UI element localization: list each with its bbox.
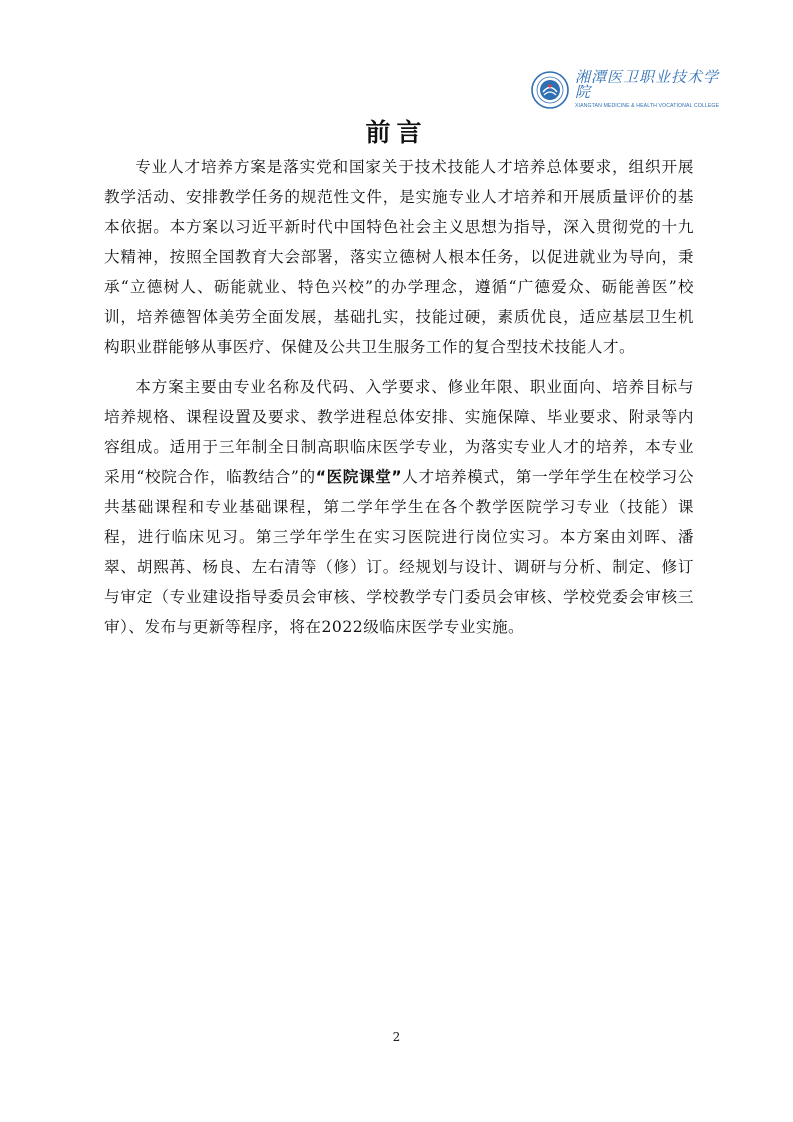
paragraph-2-text-1: 本方案主要由专业名称及代码、入学要求、修业年限、职业面向、培养目标与培养规格、课程设置及要求、教学进程总体安排、实施保障、毕业要求、附录等内容组成。适用于三年制全日制高职临床医学专业，为落实专业人才的培养，本专业采用“校院合作，临教结合”的 <box>104 378 694 486</box>
college-name-en: XIANGTAN MEDICINE & HEALTH VOCATIONAL COLLEGE <box>575 103 720 110</box>
college-seal-icon <box>531 71 569 109</box>
paragraph-2-bold-phrase: “医院课堂” <box>315 468 403 486</box>
page-number: 2 <box>392 1030 401 1044</box>
document-body <box>104 152 694 652</box>
paragraph-2 <box>104 372 694 642</box>
college-logo-text <box>575 70 719 109</box>
college-logo <box>531 68 720 110</box>
paragraph-2-text-2: 人才培养模式，第一学年学生在校学习公共基础课程和专业基础课程，第二学年学生在各个教学医院学习专业（技能）课程，进行临床见习。第三学年学生在实习医院进行岗位实习。本方案由刘晖、潘翠、胡熙苒、杨良、左右清等（修）订。经规划与设计、调研与分析、制定、修订与审定（专业建设指导委员会审核、学校教学专门委员会审核、学校党委会审核三审）、发布与更新等程序，将在2022级临床医学专业实施。 <box>104 468 694 636</box>
paragraph-1: 专业人才培养方案是落实党和国家关于技术技能人才培养总体要求，组织开展教学活动、安排教学任务的规范性文件，是实施专业人才培养和开展质量评价的基本依据。本方案以习近平新时代中国特色社会主义思想为指导，深入贯彻党的十九大精神，按照全国教育大会部署，落实立德树人根本任务，以促进就业为导向，秉承“立德树人、砺能就业、特色兴校”的办学理念，遵循“广德爱众、砺能善医”校训，培养德智体美劳全面发展，基础扎实，技能过硬，素质优良，适应基层卫生机构职业群能够从事医疗、保健及公共卫生服务工作的复合型技术技能人才。 <box>104 158 694 356</box>
college-name-cn: 湘潭医卫职业技术学院 <box>575 68 720 102</box>
page-title: 前言 <box>365 118 428 147</box>
